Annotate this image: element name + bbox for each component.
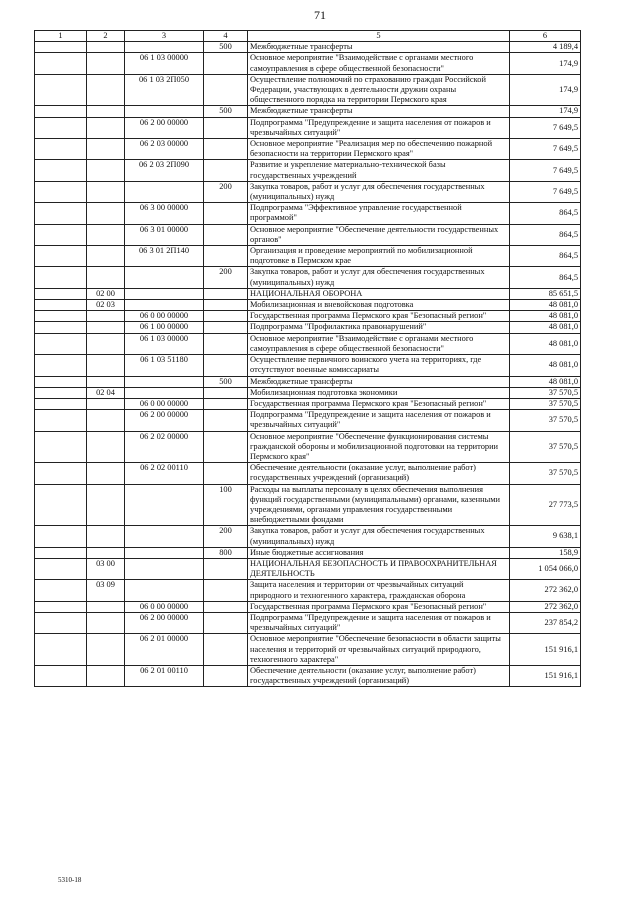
subsection-cell [87,139,125,160]
name-cell: Основное мероприятие "Взаимодействие с органами местного самоуправления в сфере общественной безопасности" [248,53,510,74]
target-article-cell [125,526,204,547]
target-article-cell [125,106,204,117]
target-article-cell [125,580,204,601]
amount-cell: 48 081,0 [510,376,581,387]
section-cell [35,42,87,53]
section-cell [35,410,87,431]
expense-type-cell [204,53,248,74]
name-cell: Подпрограмма "Эффективное управление государственной программой" [248,203,510,224]
subsection-cell [87,42,125,53]
expense-type-cell [204,580,248,601]
target-article-cell [125,547,204,558]
target-article-cell: 06 1 00 00000 [125,322,204,333]
table-row [35,203,581,224]
amount-cell: 37 570,5 [510,410,581,431]
expense-type-cell [204,463,248,484]
column-header: 2 [87,31,125,42]
section-cell [35,463,87,484]
name-cell: Основное мероприятие "Обеспечение безопасности в области защиты населения и территорий от чрезвычайных ситуаций природного, техногенного характера" [248,634,510,666]
table-row [35,526,581,547]
target-article-cell: 06 2 01 00110 [125,665,204,686]
table-row [35,634,581,666]
table-row [35,431,581,463]
name-cell: Иные бюджетные ассигнования [248,547,510,558]
subsection-cell [87,612,125,633]
name-cell: Государственная программа Пермского края "Безопасный регион" [248,398,510,409]
amount-cell: 4 189,4 [510,42,581,53]
expense-type-cell [204,288,248,299]
expense-type-cell [204,224,248,245]
table-row [35,117,581,138]
expense-type-cell: 800 [204,547,248,558]
section-cell [35,333,87,354]
table-row [35,547,581,558]
target-article-cell [125,558,204,579]
expense-type-cell [204,410,248,431]
target-article-cell [125,300,204,311]
expense-type-cell: 500 [204,106,248,117]
amount-cell: 7 649,5 [510,160,581,181]
subsection-cell [87,246,125,267]
expense-type-cell [204,398,248,409]
target-article-cell: 06 2 00 00000 [125,410,204,431]
subsection-cell [87,311,125,322]
target-article-cell: 06 3 01 00000 [125,224,204,245]
expense-type-cell [204,333,248,354]
table-row [35,53,581,74]
target-article-cell [125,376,204,387]
amount-cell: 864,5 [510,267,581,288]
subsection-cell [87,333,125,354]
table-row [35,42,581,53]
name-cell: Государственная программа Пермского края "Безопасный регион" [248,601,510,612]
table-row [35,333,581,354]
expense-type-cell [204,311,248,322]
section-cell [35,484,87,526]
table-row [35,139,581,160]
name-cell: Основное мероприятие "Обеспечение функционирования системы гражданской обороны и мобилизационной подготовки на территории Пермского края" [248,431,510,463]
name-cell: Мобилизационная и вневойсковая подготовка [248,300,510,311]
table-row [35,410,581,431]
subsection-cell [87,160,125,181]
subsection-cell [87,117,125,138]
amount-cell: 864,5 [510,224,581,245]
table-row [35,612,581,633]
table-row [35,463,581,484]
name-cell: Развитие и укрепление материально-технической базы государственных учреждений [248,160,510,181]
amount-cell: 864,5 [510,246,581,267]
table-row [35,288,581,299]
table-row [35,224,581,245]
expense-type-cell [204,634,248,666]
section-cell [35,665,87,686]
budget-table [34,30,581,687]
amount-cell: 48 081,0 [510,300,581,311]
section-cell [35,376,87,387]
name-cell: Закупка товаров, работ и услуг для обеспечения государственных (муниципальных) нужд [248,526,510,547]
amount-cell: 7 649,5 [510,117,581,138]
expense-type-cell [204,601,248,612]
target-article-cell: 06 0 00 00000 [125,398,204,409]
amount-cell: 9 638,1 [510,526,581,547]
expense-type-cell: 200 [204,526,248,547]
subsection-cell: 02 00 [87,288,125,299]
name-cell: Подпрограмма "Предупреждение и защита населения от пожаров и чрезвычайных ситуаций" [248,612,510,633]
amount-cell: 151 916,1 [510,634,581,666]
subsection-cell [87,398,125,409]
expense-type-cell: 200 [204,181,248,202]
amount-cell: 237 854,2 [510,612,581,633]
target-article-cell [125,42,204,53]
table-row [35,601,581,612]
expense-type-cell [204,355,248,376]
expense-type-cell [204,665,248,686]
expense-type-cell [204,387,248,398]
footer-code: 5310-18 [58,876,82,884]
column-header: 6 [510,31,581,42]
target-article-cell [125,267,204,288]
section-cell [35,246,87,267]
expense-type-cell [204,160,248,181]
expense-type-cell: 500 [204,376,248,387]
subsection-cell [87,665,125,686]
target-article-cell: 06 3 00 00000 [125,203,204,224]
target-article-cell: 06 1 03 00000 [125,333,204,354]
target-article-cell: 06 1 03 2П050 [125,74,204,106]
section-cell [35,160,87,181]
target-article-cell: 06 1 03 51180 [125,355,204,376]
subsection-cell [87,463,125,484]
amount-cell: 48 081,0 [510,311,581,322]
name-cell: Мобилизационная подготовка экономики [248,387,510,398]
target-article-cell [125,387,204,398]
amount-cell: 174,9 [510,53,581,74]
subsection-cell [87,106,125,117]
name-cell: Расходы на выплаты персоналу в целях обеспечения выполнения функций государственными (муниципальными) органами, казенными учреждениями, органами управления государственными внебюджетными фондами [248,484,510,526]
expense-type-cell: 200 [204,267,248,288]
amount-cell: 272 362,0 [510,601,581,612]
name-cell: Осуществление первичного воинского учета на территориях, где отсутствуют военные комиссариаты [248,355,510,376]
name-cell: Обеспечение деятельности (оказание услуг, выполнение работ) государственных учреждений (организаций) [248,665,510,686]
section-cell [35,601,87,612]
target-article-cell [125,288,204,299]
target-article-cell: 06 3 01 2П140 [125,246,204,267]
table-row [35,246,581,267]
table-row [35,665,581,686]
subsection-cell [87,601,125,612]
expense-type-cell [204,246,248,267]
amount-cell: 272 362,0 [510,580,581,601]
section-cell [35,300,87,311]
subsection-cell [87,484,125,526]
expense-type-cell [204,558,248,579]
amount-cell: 48 081,0 [510,333,581,354]
subsection-cell: 03 00 [87,558,125,579]
target-article-cell: 06 0 00 00000 [125,311,204,322]
section-cell [35,203,87,224]
subsection-cell [87,203,125,224]
section-cell [35,139,87,160]
section-cell [35,74,87,106]
section-cell [35,355,87,376]
amount-cell: 37 570,5 [510,431,581,463]
column-number-row [35,31,581,42]
subsection-cell: 03 09 [87,580,125,601]
section-cell [35,224,87,245]
amount-cell: 174,9 [510,74,581,106]
expense-type-cell [204,203,248,224]
table-row [35,376,581,387]
table-row [35,484,581,526]
table-row [35,106,581,117]
section-cell [35,547,87,558]
expense-type-cell: 500 [204,42,248,53]
amount-cell: 48 081,0 [510,355,581,376]
target-article-cell: 06 2 03 00000 [125,139,204,160]
name-cell: Осуществление полномочий по страхованию граждан Российской Федерации, участвующих в деятельности дружин охраны общественного порядка на территории Пермского края [248,74,510,106]
subsection-cell [87,267,125,288]
table-row [35,74,581,106]
name-cell: Основное мероприятие "Обеспечение деятельности государственных органов" [248,224,510,245]
amount-cell: 864,5 [510,203,581,224]
section-cell [35,612,87,633]
section-cell [35,431,87,463]
section-cell [35,117,87,138]
subsection-cell [87,224,125,245]
amount-cell: 85 651,5 [510,288,581,299]
name-cell: НАЦИОНАЛЬНАЯ ОБОРОНА [248,288,510,299]
amount-cell: 27 773,5 [510,484,581,526]
table-row [35,311,581,322]
section-cell [35,580,87,601]
section-cell [35,267,87,288]
section-cell [35,288,87,299]
column-header: 3 [125,31,204,42]
table-row [35,398,581,409]
table-row [35,322,581,333]
target-article-cell [125,181,204,202]
expense-type-cell [204,431,248,463]
target-article-cell: 06 2 00 00000 [125,612,204,633]
amount-cell: 158,9 [510,547,581,558]
amount-cell: 37 570,5 [510,463,581,484]
name-cell: Подпрограмма "Предупреждение и защита населения от пожаров и чрезвычайных ситуаций" [248,117,510,138]
amount-cell: 37 570,5 [510,398,581,409]
amount-cell: 174,9 [510,106,581,117]
section-cell [35,526,87,547]
section-cell [35,387,87,398]
column-header: 5 [248,31,510,42]
name-cell: Организация и проведение мероприятий по мобилизационной подготовке в Пермском крае [248,246,510,267]
subsection-cell [87,355,125,376]
table-row [35,267,581,288]
expense-type-cell [204,74,248,106]
amount-cell: 151 916,1 [510,665,581,686]
target-article-cell: 06 2 03 2П090 [125,160,204,181]
name-cell: Закупка товаров, работ и услуг для обеспечения государственных (муниципальных) нужд [248,181,510,202]
table-body [35,42,581,687]
name-cell: Закупка товаров, работ и услуг для обеспечения государственных (муниципальных) нужд [248,267,510,288]
subsection-cell: 02 03 [87,300,125,311]
name-cell: Основное мероприятие "Взаимодействие с органами местного самоуправления в сфере общественной безопасности" [248,333,510,354]
expense-type-cell [204,612,248,633]
amount-cell: 37 570,5 [510,387,581,398]
target-article-cell [125,484,204,526]
column-header: 4 [204,31,248,42]
amount-cell: 7 649,5 [510,181,581,202]
expense-type-cell: 100 [204,484,248,526]
section-cell [35,558,87,579]
table-row [35,300,581,311]
subsection-cell [87,74,125,106]
amount-cell: 7 649,5 [510,139,581,160]
section-cell [35,398,87,409]
subsection-cell [87,53,125,74]
section-cell [35,106,87,117]
subsection-cell [87,181,125,202]
table-row [35,580,581,601]
subsection-cell [87,547,125,558]
name-cell: Подпрограмма "Предупреждение и защита населения от пожаров и чрезвычайных ситуаций" [248,410,510,431]
section-cell [35,311,87,322]
name-cell: Защита населения и территории от чрезвычайных ситуаций природного и техногенного характера, гражданская оборона [248,580,510,601]
name-cell: Государственная программа Пермского края "Безопасный регион" [248,311,510,322]
amount-cell: 48 081,0 [510,322,581,333]
target-article-cell: 06 2 02 00000 [125,431,204,463]
name-cell: Обеспечение деятельности (оказание услуг, выполнение работ) государственных учреждений (организаций) [248,463,510,484]
expense-type-cell [204,322,248,333]
table-row [35,181,581,202]
name-cell: Межбюджетные трансферты [248,376,510,387]
column-header: 1 [35,31,87,42]
subsection-cell [87,376,125,387]
target-article-cell: 06 2 00 00000 [125,117,204,138]
table-row [35,558,581,579]
expense-type-cell [204,300,248,311]
section-cell [35,634,87,666]
subsection-cell [87,526,125,547]
subsection-cell: 02 04 [87,387,125,398]
table-row [35,160,581,181]
subsection-cell [87,634,125,666]
name-cell: Основное мероприятие "Реализация мер по обеспечению пожарной безопасности на территории Пермского края" [248,139,510,160]
name-cell: Подпрограмма "Профилактика правонарушений" [248,322,510,333]
section-cell [35,322,87,333]
name-cell: НАЦИОНАЛЬНАЯ БЕЗОПАСНОСТЬ И ПРАВООХРАНИТЕЛЬНАЯ ДЕЯТЕЛЬНОСТЬ [248,558,510,579]
section-cell [35,53,87,74]
subsection-cell [87,322,125,333]
page-number: 71 [314,8,326,22]
target-article-cell: 06 1 03 00000 [125,53,204,74]
target-article-cell: 06 2 02 00110 [125,463,204,484]
target-article-cell: 06 0 00 00000 [125,601,204,612]
name-cell: Межбюджетные трансферты [248,106,510,117]
amount-cell: 1 054 066,0 [510,558,581,579]
subsection-cell [87,431,125,463]
table-row [35,387,581,398]
name-cell: Межбюджетные трансферты [248,42,510,53]
subsection-cell [87,410,125,431]
table-row [35,355,581,376]
target-article-cell: 06 2 01 00000 [125,634,204,666]
expense-type-cell [204,139,248,160]
expense-type-cell [204,117,248,138]
section-cell [35,181,87,202]
